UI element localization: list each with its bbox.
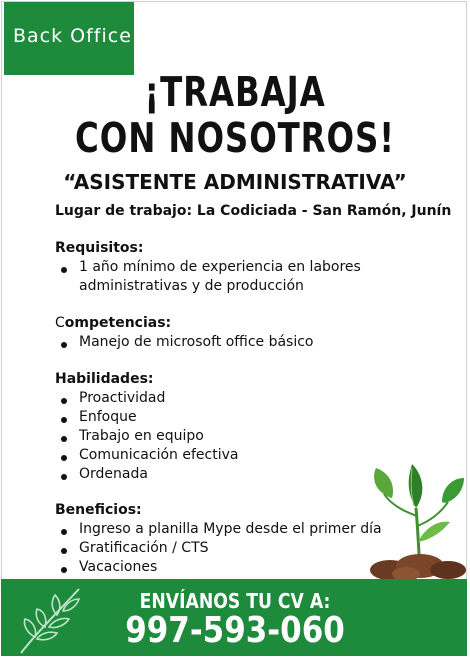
badge-label: Back Office	[13, 25, 132, 47]
phone-number: 997-593-060	[125, 610, 345, 651]
workplace-text: Lugar de trabajo: La Codiciada - San Ramón, Junín	[55, 203, 452, 219]
bullet-dot	[61, 548, 67, 554]
send-cv-text: ENVÍANOS TU CV A:	[139, 589, 331, 613]
benefit-item: Ingreso a planilla Mype desde el primer día	[79, 521, 382, 537]
bullet-dot	[61, 267, 67, 273]
plant-sprout-icon	[370, 462, 466, 580]
bullet-dot	[61, 436, 67, 442]
bullet-dot	[61, 567, 67, 573]
benefit-item: Gratificación / CTS	[79, 540, 209, 556]
skill-item: Ordenada	[79, 466, 148, 482]
benefit-item: Vacaciones	[79, 559, 158, 575]
bullet-dot	[61, 474, 67, 480]
competencies-heading-first: C	[55, 315, 65, 331]
bullet-dot	[61, 398, 67, 404]
headline-line-1: ¡TRABAJA	[144, 68, 326, 116]
competencies-heading	[55, 315, 171, 331]
requirements-heading: Requisitos:	[55, 240, 144, 256]
skills-heading: Habilidades:	[55, 371, 154, 387]
back-office-badge	[4, 2, 134, 75]
competency-item: Manejo de microsoft office básico	[79, 334, 314, 350]
requirement-item-continued: administrativas y de producción	[79, 278, 304, 294]
skill-item: Trabajo en equipo	[79, 428, 204, 444]
position-title: “ASISTENTE ADMINISTRATIVA”	[63, 170, 407, 194]
skill-item: Comunicación efectiva	[79, 447, 239, 463]
competencies-heading-rest: ompetencias:	[64, 315, 172, 331]
bullet-dot	[61, 342, 67, 348]
headline-line-2: CON NOSOTROS!	[75, 114, 395, 162]
bullet-dot	[61, 455, 67, 461]
bullet-dot	[61, 529, 67, 535]
skill-item: Enfoque	[79, 409, 137, 425]
requirement-item: 1 año mínimo de experiencia en labores	[79, 259, 361, 275]
bullet-dot	[61, 417, 67, 423]
benefits-heading: Beneficios:	[55, 502, 142, 518]
skill-item: Proactividad	[79, 390, 166, 406]
